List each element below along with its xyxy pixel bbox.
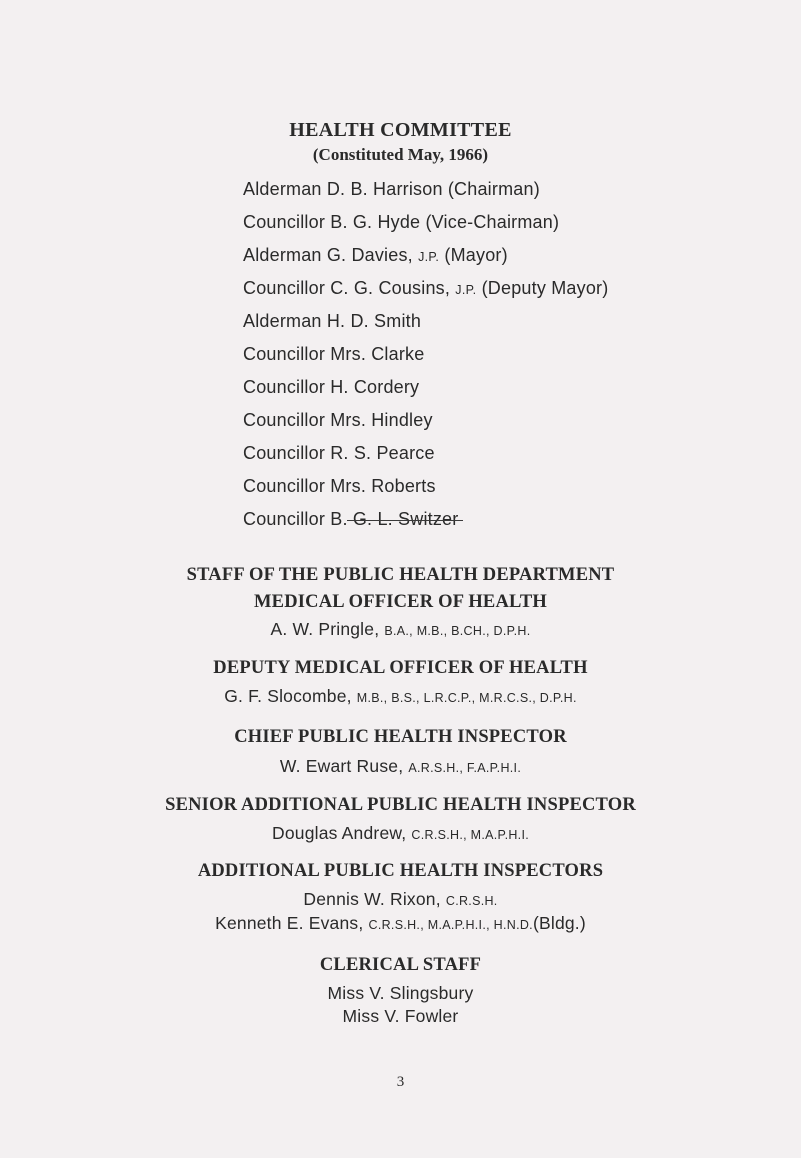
committee-member: Councillor H. Cordery	[243, 377, 420, 397]
staff-person: Douglas Andrew, C.R.S.H., M.A.P.H.I.	[271, 823, 529, 843]
section-divider	[347, 520, 463, 521]
staff-person: Miss V. Slingsbury	[327, 983, 474, 1003]
page-number: 3	[396, 1074, 405, 1090]
committee-member: Alderman D. B. Harrison (Chairman)	[243, 179, 540, 199]
section-heading: CHIEF PUBLIC HEALTH INSPECTOR	[234, 727, 567, 747]
section-heading: DEPUTY MEDICAL OFFICER OF HEALTH	[213, 658, 588, 678]
committee-member: Councillor B. G. L. Switzer	[243, 509, 459, 529]
section-heading: SENIOR ADDITIONAL PUBLIC HEALTH INSPECTOR	[165, 795, 636, 815]
committee-member: Councillor R. S. Pearce	[243, 443, 435, 463]
committee-title: HEALTH COMMITTEE	[289, 119, 512, 141]
section-heading: CLERICAL STAFF	[319, 955, 482, 975]
section-heading: ADDITIONAL PUBLIC HEALTH INSPECTORS	[197, 861, 604, 881]
staff-person: Miss V. Fowler	[342, 1006, 459, 1026]
committee-subtitle: (Constituted May, 1966)	[312, 145, 489, 164]
staff-person: A. W. Pringle, B.A., M.B., B.CH., D.P.H.	[270, 619, 531, 639]
section-heading: MEDICAL OFFICER OF HEALTH	[254, 592, 547, 612]
committee-member: Councillor B. G. Hyde (Vice-Chairman)	[243, 212, 560, 232]
staff-person: Dennis W. Rixon, C.R.S.H.	[303, 889, 498, 909]
staff-person: Kenneth E. Evans, C.R.S.H., M.A.P.H.I., H.N.D.(Bldg.)	[215, 913, 586, 933]
committee-member: Alderman H. D. Smith	[243, 311, 422, 331]
committee-member: Councillor Mrs. Roberts	[243, 476, 436, 496]
committee-member: Councillor C. G. Cousins, J.P. (Deputy Mayor)	[243, 278, 609, 298]
staff-person: G. F. Slocombe, M.B., B.S., L.R.C.P., M.R.C.S., D.P.H.	[224, 686, 577, 706]
committee-member: Councillor Mrs. Hindley	[243, 410, 433, 430]
committee-member: Alderman G. Davies, J.P. (Mayor)	[243, 245, 508, 265]
staff-title: STAFF OF THE PUBLIC HEALTH DEPARTMENT	[186, 565, 615, 585]
committee-member: Councillor Mrs. Clarke	[243, 344, 425, 364]
staff-person: W. Ewart Ruse, A.R.S.H., F.A.P.H.I.	[279, 756, 522, 776]
